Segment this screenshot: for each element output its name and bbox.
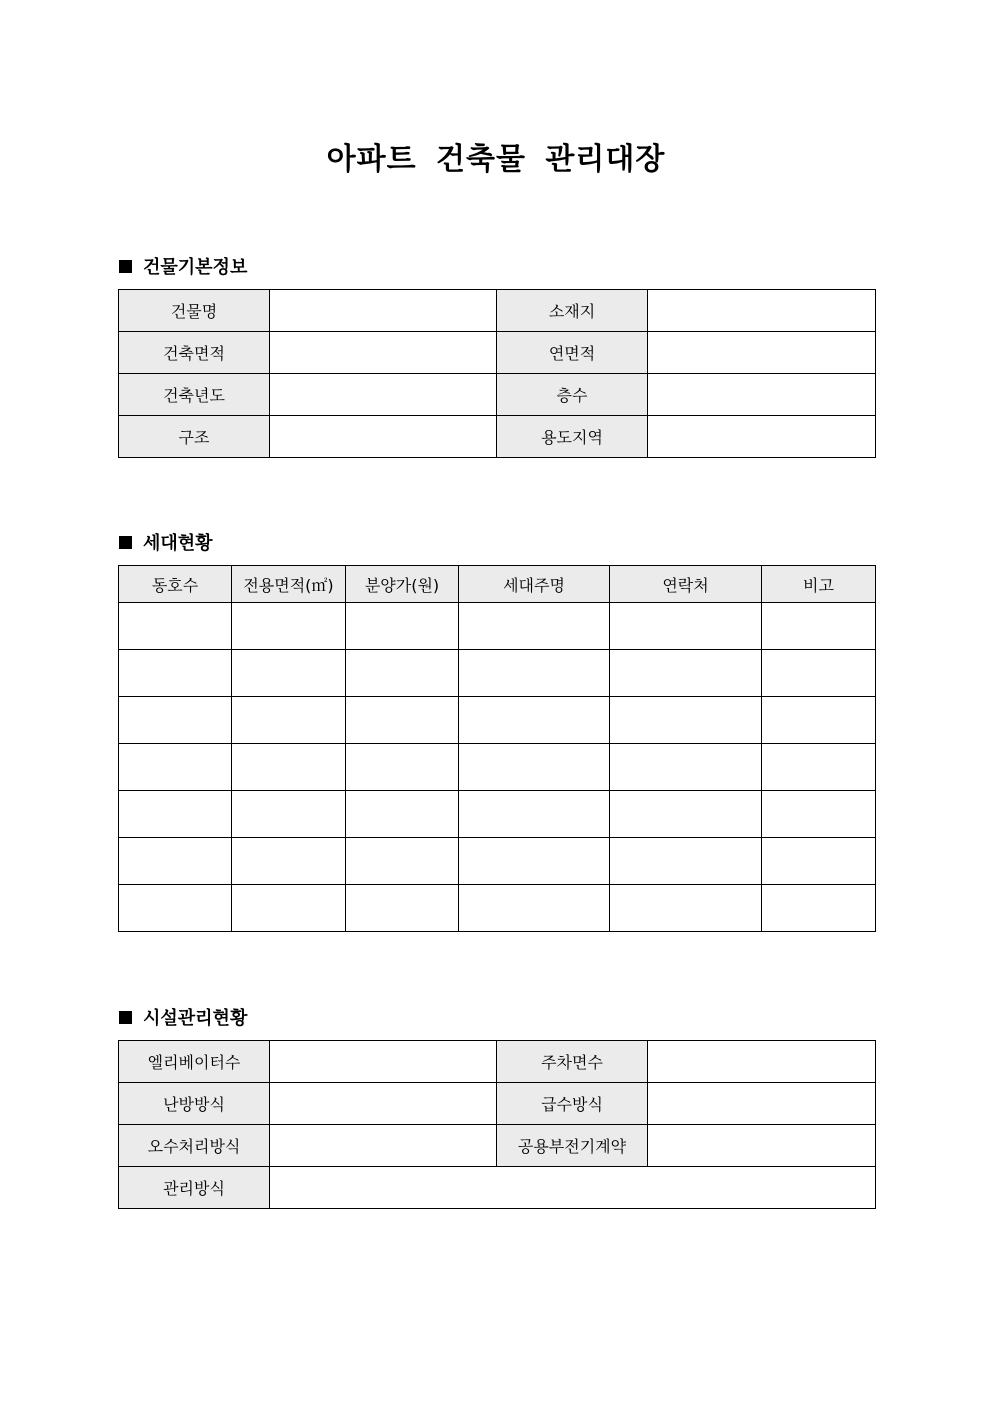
table-cell[interactable] (762, 838, 876, 885)
table-row (119, 697, 876, 744)
table-cell[interactable] (459, 603, 610, 650)
table-cell[interactable] (459, 697, 610, 744)
table-cell[interactable] (346, 697, 459, 744)
table-cell[interactable] (232, 603, 346, 650)
table-cell[interactable] (610, 744, 762, 791)
field-label: 층수 (497, 374, 648, 416)
section-heading-basic-info (119, 253, 247, 279)
column-header: 비고 (762, 566, 876, 603)
table-row (119, 650, 876, 697)
table-cell[interactable] (346, 885, 459, 932)
column-header: 분양가(원) (346, 566, 459, 603)
table-row (119, 374, 876, 416)
table-cell[interactable] (459, 885, 610, 932)
table-cell[interactable] (346, 838, 459, 885)
zoning-field[interactable] (648, 416, 876, 458)
column-header: 연락처 (610, 566, 762, 603)
table-cell[interactable] (459, 650, 610, 697)
construction-year-field[interactable] (270, 374, 497, 416)
table-cell[interactable] (762, 697, 876, 744)
column-header: 세대주명 (459, 566, 610, 603)
table-cell[interactable] (232, 885, 346, 932)
table-row (119, 290, 876, 332)
building-name-field[interactable] (270, 290, 497, 332)
table-cell[interactable] (610, 885, 762, 932)
table-cell[interactable] (762, 744, 876, 791)
table-cell[interactable] (232, 791, 346, 838)
square-bullet-icon (119, 1011, 132, 1024)
field-label: 주차면수 (497, 1041, 648, 1083)
table-row (119, 885, 876, 932)
field-label: 건축년도 (119, 374, 270, 416)
table-cell[interactable] (119, 838, 232, 885)
field-label: 건축면적 (119, 332, 270, 374)
table-cell[interactable] (119, 650, 232, 697)
field-label: 건물명 (119, 290, 270, 332)
section-heading-facility (119, 1004, 247, 1030)
table-row (119, 1167, 876, 1209)
management-method-field[interactable] (270, 1167, 876, 1209)
table-cell[interactable] (346, 744, 459, 791)
table-cell[interactable] (232, 697, 346, 744)
structure-field[interactable] (270, 416, 497, 458)
table-cell[interactable] (119, 744, 232, 791)
section-heading-households (119, 529, 213, 555)
column-header: 전용면적(㎡) (232, 566, 346, 603)
heating-method-field[interactable] (270, 1083, 497, 1125)
field-label: 엘리베이터수 (119, 1041, 270, 1083)
table-row (119, 416, 876, 458)
table-cell[interactable] (346, 791, 459, 838)
table-row (119, 838, 876, 885)
table-cell[interactable] (232, 650, 346, 697)
water-supply-field[interactable] (648, 1083, 876, 1125)
table-cell[interactable] (119, 697, 232, 744)
table-cell[interactable] (346, 603, 459, 650)
section-heading-label: 시설관리현황 (143, 1008, 248, 1029)
basic-info-table (118, 289, 876, 458)
table-cell[interactable] (459, 744, 610, 791)
page-title: 아파트 건축물 관리대장 (326, 142, 666, 177)
table-row (119, 1041, 876, 1083)
field-label: 급수방식 (497, 1083, 648, 1125)
table-row (119, 744, 876, 791)
table-row (119, 791, 876, 838)
field-label: 소재지 (497, 290, 648, 332)
field-label: 구조 (119, 416, 270, 458)
table-row (119, 1125, 876, 1167)
section-heading-label: 건물기본정보 (143, 257, 248, 278)
elevator-count-field[interactable] (270, 1041, 497, 1083)
building-area-field[interactable] (270, 332, 497, 374)
field-label: 연면적 (497, 332, 648, 374)
table-cell[interactable] (232, 838, 346, 885)
floors-field[interactable] (648, 374, 876, 416)
column-header: 동호수 (119, 566, 232, 603)
table-cell[interactable] (232, 744, 346, 791)
table-cell[interactable] (119, 603, 232, 650)
table-cell[interactable] (762, 603, 876, 650)
table-row (119, 603, 876, 650)
facility-table (118, 1040, 876, 1209)
field-label: 난방방식 (119, 1083, 270, 1125)
field-label: 용도지역 (497, 416, 648, 458)
table-cell[interactable] (762, 885, 876, 932)
common-electric-contract-field[interactable] (648, 1125, 876, 1167)
table-cell[interactable] (459, 791, 610, 838)
section-heading-label: 세대현황 (143, 533, 213, 554)
location-field[interactable] (648, 290, 876, 332)
table-cell[interactable] (610, 838, 762, 885)
total-floor-area-field[interactable] (648, 332, 876, 374)
field-label: 관리방식 (119, 1167, 270, 1209)
table-cell[interactable] (119, 885, 232, 932)
table-cell[interactable] (610, 603, 762, 650)
square-bullet-icon (119, 260, 132, 273)
field-label: 오수처리방식 (119, 1125, 270, 1167)
households-table (118, 565, 876, 932)
square-bullet-icon (119, 536, 132, 549)
parking-spaces-field[interactable] (648, 1041, 876, 1083)
table-cell[interactable] (610, 697, 762, 744)
table-cell[interactable] (119, 791, 232, 838)
table-header-row (119, 566, 876, 603)
field-label: 공용부전기계약 (497, 1125, 648, 1167)
table-cell[interactable] (610, 791, 762, 838)
sewage-method-field[interactable] (270, 1125, 497, 1167)
table-row (119, 1083, 876, 1125)
table-cell[interactable] (459, 838, 610, 885)
table-cell[interactable] (762, 650, 876, 697)
table-cell[interactable] (762, 791, 876, 838)
table-row (119, 332, 876, 374)
table-cell[interactable] (346, 650, 459, 697)
table-cell[interactable] (610, 650, 762, 697)
